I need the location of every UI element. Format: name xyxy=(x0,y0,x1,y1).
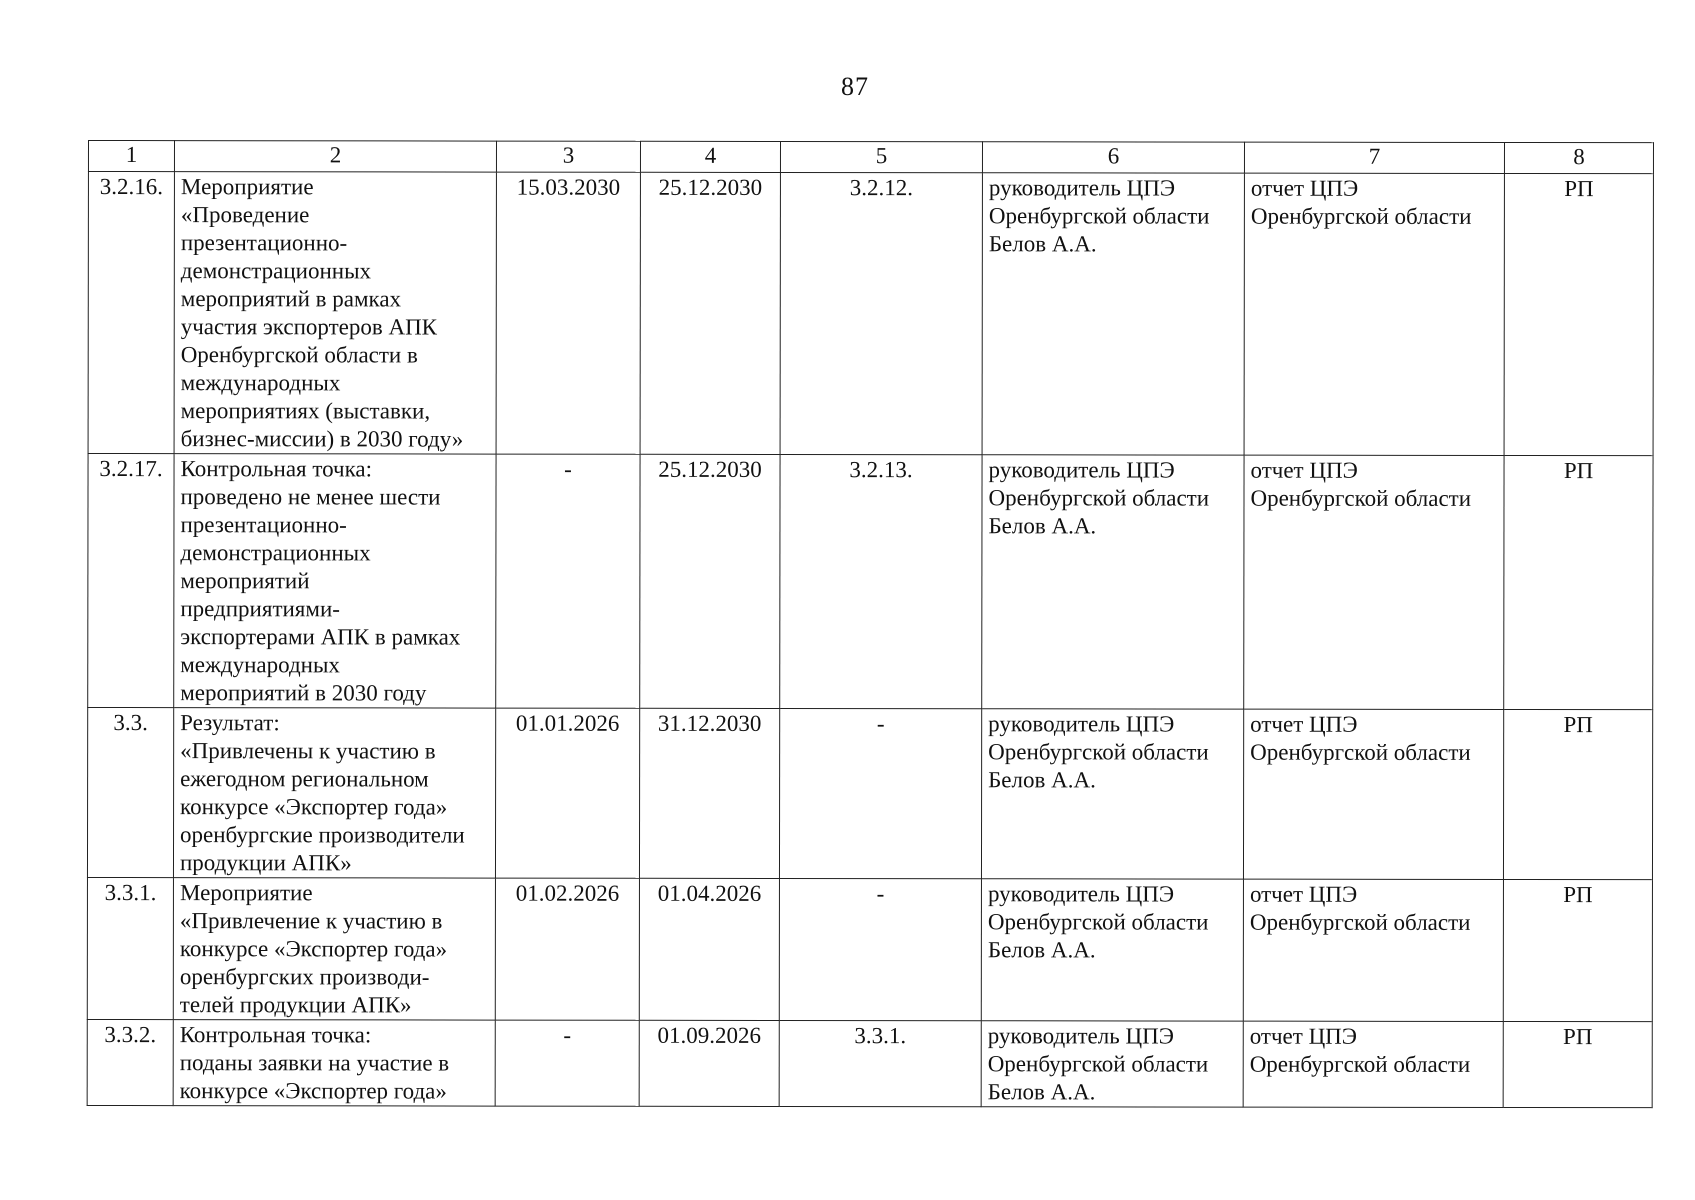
start-date-cell: - xyxy=(495,1020,639,1106)
row-number-cell: 3.3. xyxy=(87,708,173,878)
name-line: Контрольная точка: xyxy=(180,456,373,482)
name-line: презентационно- xyxy=(180,512,347,538)
table-row xyxy=(88,454,1653,710)
column-header-5: 5 xyxy=(780,141,982,172)
name-line: мероприятий xyxy=(180,568,310,594)
predecessor-cell: 3.3.1. xyxy=(779,1020,981,1106)
document-line: Оренбургской области xyxy=(1250,203,1472,229)
responsible-line: Белов А.А. xyxy=(988,767,1096,793)
name-line: мероприятий в 2030 году xyxy=(180,680,427,706)
name-line: телей продукции АПК» xyxy=(179,992,412,1018)
end-date-cell: 31.12.2030 xyxy=(639,708,779,878)
column-header-2: 2 xyxy=(174,141,496,172)
column-header-7: 7 xyxy=(1244,142,1504,173)
name-line: конкурсе «Экспортер года» xyxy=(179,1078,447,1104)
name-line: экспортерами АПК в рамках xyxy=(180,624,461,650)
responsible-cell xyxy=(981,709,1243,879)
name-line: Контрольная точка: xyxy=(179,1022,372,1048)
end-date-cell: 25.12.2030 xyxy=(640,172,780,454)
name-line: международных xyxy=(180,370,341,396)
control-level-cell: РП xyxy=(1504,173,1653,455)
activity-name-cell xyxy=(174,172,496,454)
name-line: конкурсе «Экспортер года» xyxy=(180,794,448,820)
name-line: предприятиями- xyxy=(180,596,340,622)
control-level-cell: РП xyxy=(1503,879,1652,1021)
name-line: «Проведение xyxy=(180,202,310,228)
table-row xyxy=(87,708,1652,880)
row-number-cell: 3.2.16. xyxy=(88,172,174,454)
responsible-cell xyxy=(982,173,1244,455)
table-body xyxy=(87,172,1653,1108)
table-row xyxy=(87,878,1652,1022)
responsible-cell xyxy=(981,1021,1243,1107)
end-date-cell: 25.12.2030 xyxy=(640,454,780,708)
document-cell xyxy=(1243,879,1503,1021)
document-line: отчет ЦПЭ xyxy=(1250,175,1359,201)
responsible-cell xyxy=(982,455,1244,709)
responsible-line: Оренбургской области xyxy=(988,739,1209,765)
document-cell xyxy=(1244,455,1504,709)
document-cell xyxy=(1243,1021,1503,1107)
activity-name-cell xyxy=(173,1020,495,1106)
column-header-6: 6 xyxy=(982,142,1244,173)
responsible-line: Белов А.А. xyxy=(987,937,1096,963)
end-date-cell: 01.09.2026 xyxy=(639,1020,779,1106)
responsible-line: руководитель ЦПЭ xyxy=(988,175,1176,201)
name-line: Мероприятие xyxy=(179,880,313,906)
plan-table xyxy=(87,140,1654,1108)
name-line: демонстрационных xyxy=(180,258,372,284)
table-row xyxy=(87,1019,1652,1107)
responsible-line: Оренбургской области xyxy=(988,203,1210,229)
name-line: Результат: xyxy=(180,710,280,736)
document-cell xyxy=(1243,709,1503,879)
name-line: оренбургские производители xyxy=(180,822,465,848)
name-line: мероприятий в рамках xyxy=(180,286,402,312)
responsible-line: руководитель ЦПЭ xyxy=(987,881,1175,907)
column-header-3: 3 xyxy=(496,141,640,172)
document-line: отчет ЦПЭ xyxy=(1249,1023,1358,1049)
responsible-line: руководитель ЦПЭ xyxy=(988,711,1175,737)
name-line: проведено не менее шести xyxy=(180,484,441,510)
name-line: Мероприятие xyxy=(180,174,314,200)
responsible-line: Белов А.А. xyxy=(988,513,1097,539)
responsible-line: Оренбургской области xyxy=(987,1051,1209,1077)
predecessor-cell: 3.2.12. xyxy=(780,172,982,454)
activity-name-cell xyxy=(174,454,496,708)
column-header-8: 8 xyxy=(1504,142,1653,173)
document-line: Оренбургской области xyxy=(1249,1051,1471,1077)
name-line: участия экспортеров АПК xyxy=(180,314,438,340)
responsible-line: Белов А.А. xyxy=(988,231,1097,257)
name-line: международных xyxy=(180,652,340,678)
name-line: конкурсе «Экспортер года» xyxy=(179,936,448,962)
predecessor-cell: - xyxy=(779,878,981,1020)
name-line: продукции АПК» xyxy=(179,850,352,876)
name-line: бизнес-миссии) в 2030 году» xyxy=(180,426,464,452)
row-number-cell: 3.3.2. xyxy=(87,1019,173,1105)
document-line: отчет ЦПЭ xyxy=(1250,711,1358,737)
name-line: презентационно- xyxy=(180,230,348,256)
document-line: Оренбургской области xyxy=(1249,909,1471,935)
start-date-cell: 01.01.2026 xyxy=(495,708,639,878)
page-number: 87 xyxy=(841,72,869,101)
end-date-cell: 01.04.2026 xyxy=(639,878,779,1020)
responsible-line: Оренбургской области xyxy=(988,485,1210,511)
activity-name-cell xyxy=(173,708,495,878)
header-row xyxy=(88,141,1653,174)
column-header-4: 4 xyxy=(640,141,780,172)
name-line: «Привлечение к участию в xyxy=(179,908,443,934)
predecessor-cell: 3.2.13. xyxy=(780,454,982,708)
document-line: отчет ЦПЭ xyxy=(1250,457,1358,483)
table-row xyxy=(88,172,1653,456)
document-cell xyxy=(1244,173,1504,455)
column-header-1: 1 xyxy=(88,141,174,172)
document-line: Оренбургской области xyxy=(1250,739,1471,765)
document-line: Оренбургской области xyxy=(1250,485,1472,511)
control-level-cell: РП xyxy=(1503,709,1652,879)
responsible-line: руководитель ЦПЭ xyxy=(987,1023,1174,1049)
name-line: «Привлечены к участию в xyxy=(180,738,436,764)
name-line: мероприятиях (выставки, xyxy=(180,398,431,424)
start-date-cell: - xyxy=(496,454,640,708)
row-number-cell: 3.3.1. xyxy=(87,878,173,1020)
name-line: поданы заявки на участие в xyxy=(179,1050,450,1076)
control-level-cell: РП xyxy=(1504,455,1653,709)
predecessor-cell: - xyxy=(779,708,981,878)
start-date-cell: 01.02.2026 xyxy=(495,878,639,1020)
responsible-line: руководитель ЦПЭ xyxy=(988,457,1175,483)
row-number-cell: 3.2.17. xyxy=(88,454,174,708)
activity-name-cell xyxy=(173,878,495,1020)
document-line: отчет ЦПЭ xyxy=(1249,881,1358,907)
control-level-cell: РП xyxy=(1503,1021,1652,1107)
name-line: ежегодном региональном xyxy=(180,766,429,792)
responsible-line: Белов А.А. xyxy=(987,1079,1096,1105)
start-date-cell: 15.03.2030 xyxy=(496,172,640,454)
responsible-line: Оренбургской области xyxy=(987,909,1209,935)
responsible-cell xyxy=(981,879,1243,1021)
name-line: Оренбургской области в xyxy=(180,342,418,368)
name-line: демонстрационных xyxy=(180,540,371,566)
name-line: оренбургских производи- xyxy=(179,964,430,990)
